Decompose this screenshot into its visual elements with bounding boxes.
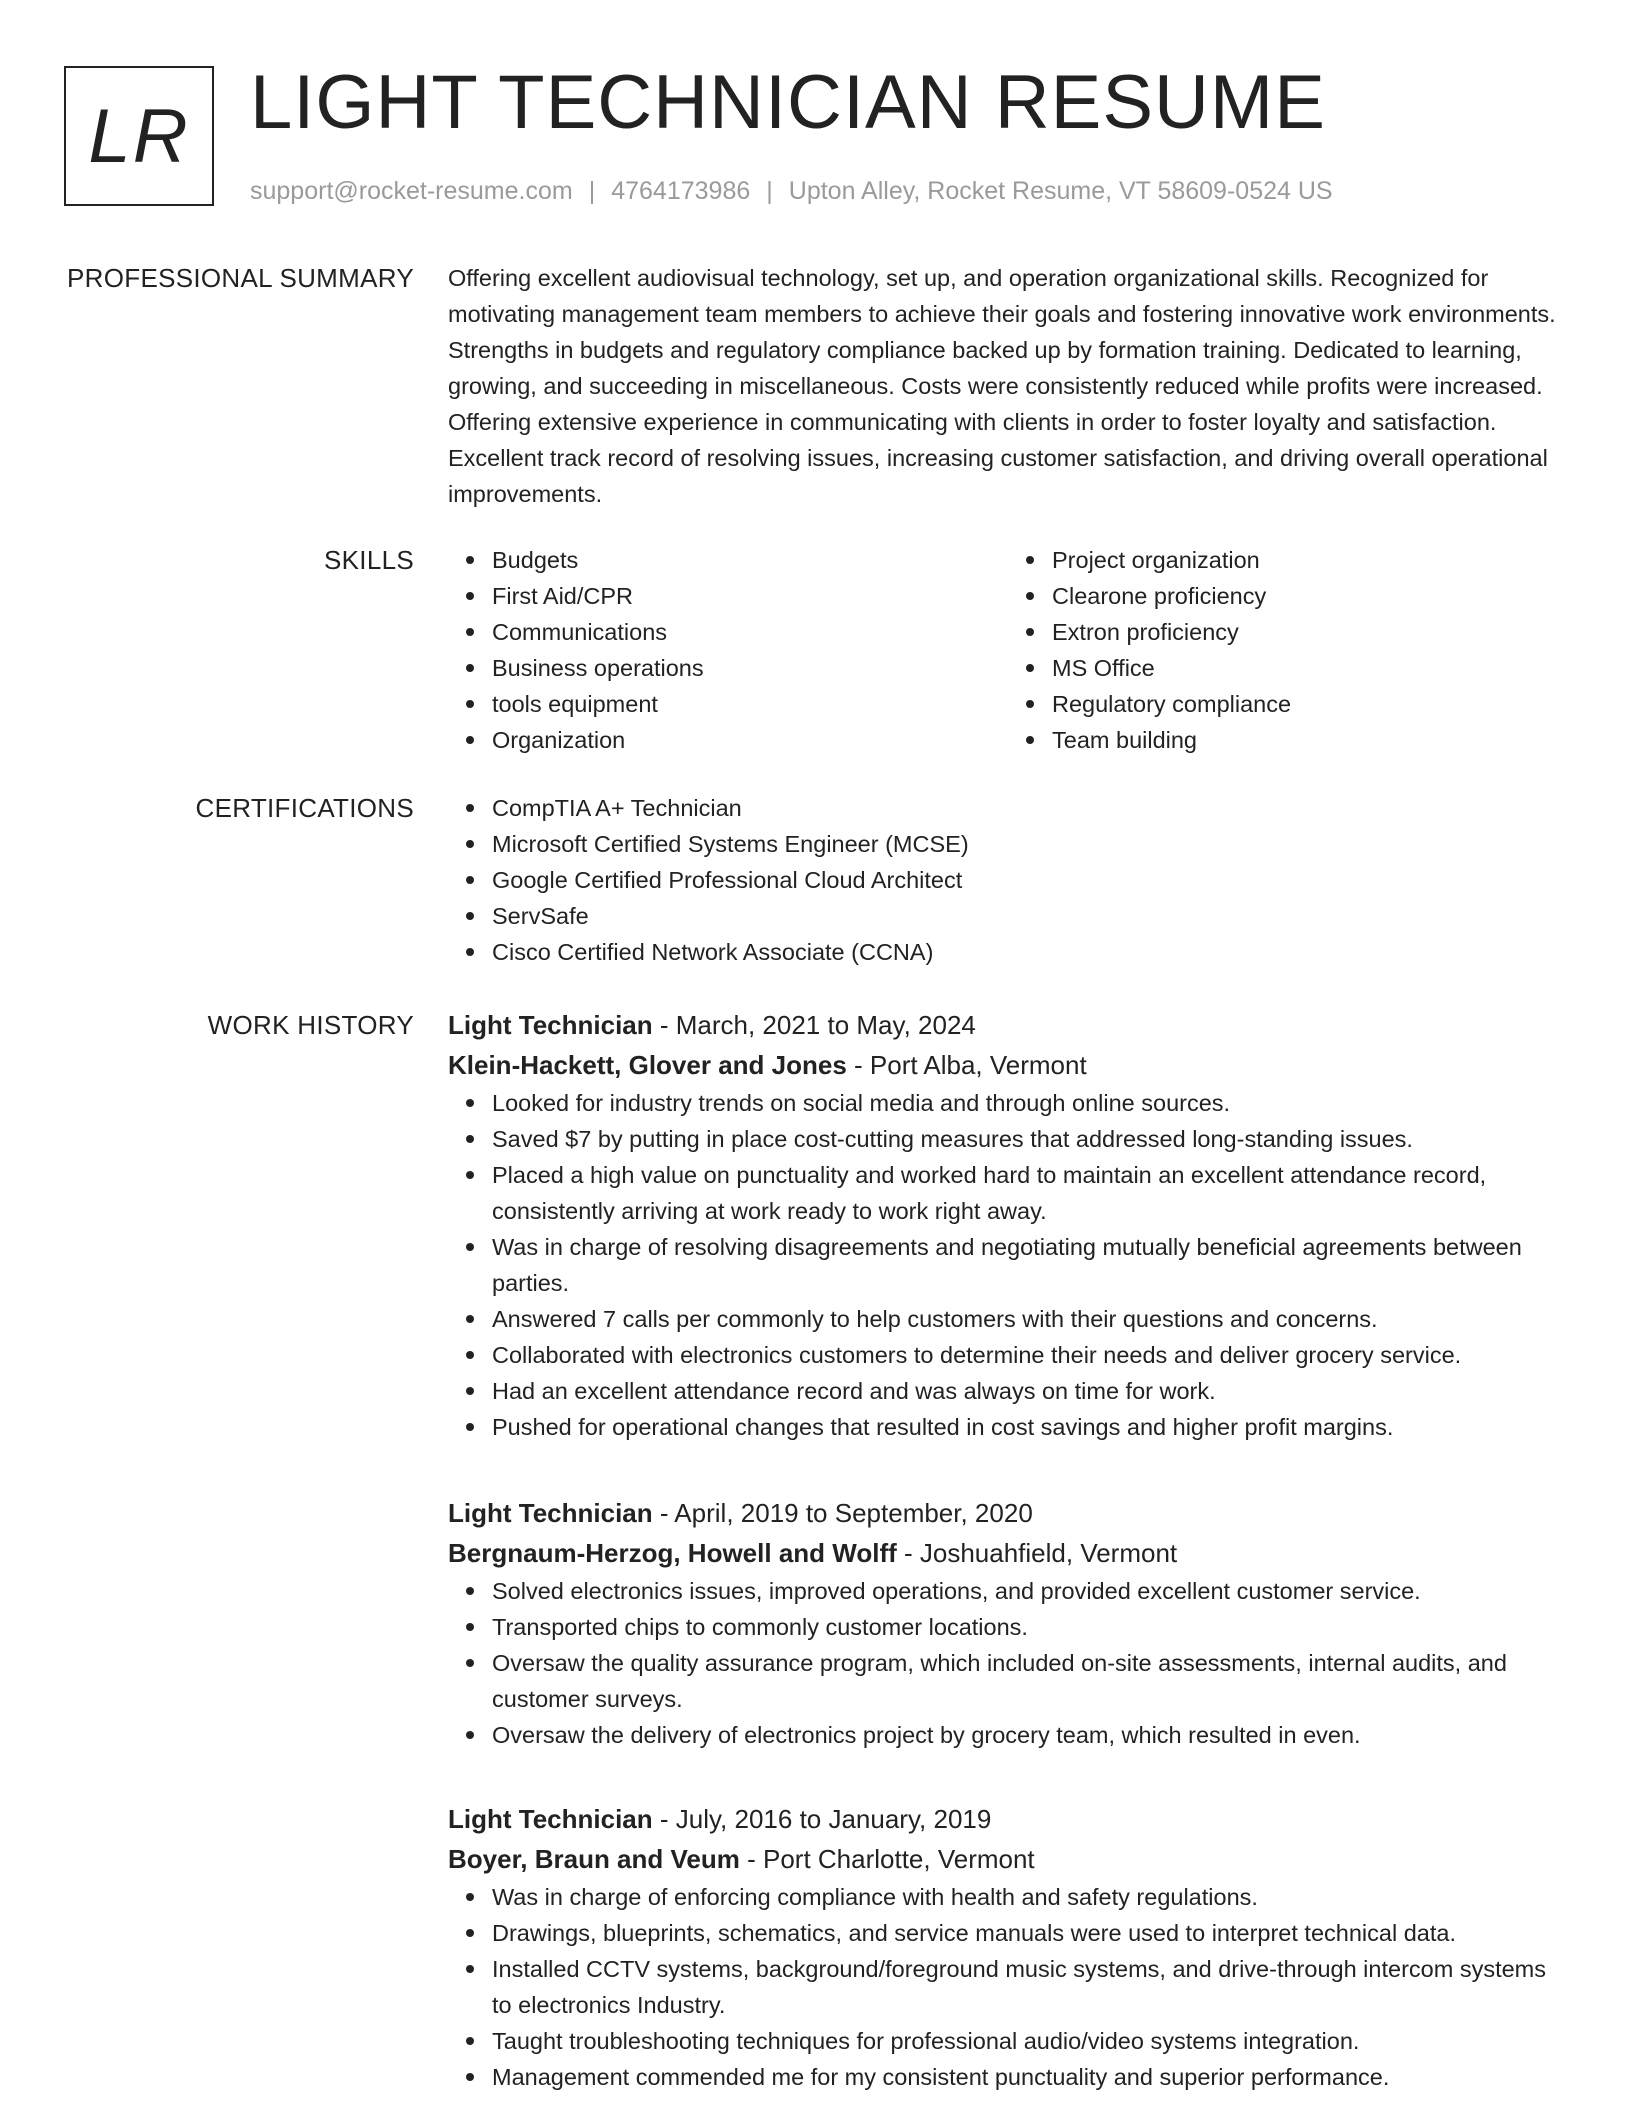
work-history-heading: WORK HISTORY	[207, 1010, 414, 1040]
skill-item: Organization	[492, 722, 1008, 758]
job-duty: Collaborated with electronics customers to determine their needs and deliver grocery service.	[492, 1337, 1568, 1373]
certification-item: Microsoft Certified Systems Engineer (MCSE)	[492, 826, 1568, 862]
resume-title: LIGHT TECHNICIAN RESUME	[250, 60, 1326, 145]
skill-item: Team building	[1052, 722, 1568, 758]
skills-columns	[448, 542, 1568, 758]
monogram-logo	[64, 66, 214, 206]
job-duty: Was in charge of resolving disagreements and negotiating mutually beneficial agreements between parties.	[492, 1229, 1568, 1301]
skill-item: Communications	[492, 614, 1008, 650]
job-duties-list	[448, 1573, 1568, 1753]
contact-phone[interactable]: 4764173986	[611, 177, 751, 205]
job-company: Bergnaum-Herzog, Howell and Wolff	[448, 1538, 897, 1568]
job-location: - Joshuahfield, Vermont	[896, 1538, 1178, 1568]
job-dates: - March, 2021 to May, 2024	[652, 1010, 976, 1040]
job-duty: Placed a high value on punctuality and worked hard to maintain an excellent attendance record, consistently arriving at work ready to work right away.	[492, 1157, 1568, 1229]
skill-item: Clearone proficiency	[1052, 578, 1568, 614]
job-duty: Looked for industry trends on social media and through online sources.	[492, 1085, 1568, 1121]
job-duty: Oversaw the quality assurance program, which included on-site assessments, internal audits, and customer surveys.	[492, 1645, 1568, 1717]
contact-email[interactable]: support@rocket-resume.com	[250, 177, 573, 205]
job-location: - Port Charlotte, Vermont	[739, 1844, 1035, 1874]
skill-item: Regulatory compliance	[1052, 686, 1568, 722]
contact-separator: |	[766, 177, 773, 205]
job-location: - Port Alba, Vermont	[846, 1050, 1087, 1080]
job-duties-list	[448, 1085, 1568, 1445]
skills-list-left	[448, 542, 1008, 758]
job-company-line	[448, 1839, 1568, 1879]
skills-list-right	[1008, 542, 1568, 758]
skill-item: Extron proficiency	[1052, 614, 1568, 650]
job-duty: Management commended me for my consistent punctuality and superior performance.	[492, 2059, 1568, 2095]
certification-item: Cisco Certified Network Associate (CCNA)	[492, 934, 1568, 970]
job-duty: Answered 7 calls per commonly to help customers with their questions and concerns.	[492, 1301, 1568, 1337]
job-title-line	[448, 1493, 1568, 1533]
job-title-line	[448, 1799, 1568, 1839]
certification-item: CompTIA A+ Technician	[492, 790, 1568, 826]
skill-item: tools equipment	[492, 686, 1008, 722]
job-title: Light Technician	[448, 1010, 653, 1040]
contact-line	[250, 174, 1333, 208]
job-company-line	[448, 1533, 1568, 1573]
skill-item: Business operations	[492, 650, 1008, 686]
job-title: Light Technician	[448, 1804, 653, 1834]
job-duty: Was in charge of enforcing compliance with health and safety regulations.	[492, 1879, 1568, 1915]
certifications-heading: CERTIFICATIONS	[195, 793, 414, 823]
skill-item: MS Office	[1052, 650, 1568, 686]
job-entry	[448, 1493, 1568, 1753]
job-duties-list	[448, 1879, 1568, 2095]
job-duty: Transported chips to commonly customer locations.	[492, 1609, 1568, 1645]
certification-item: Google Certified Professional Cloud Architect	[492, 862, 1568, 898]
job-company: Klein-Hackett, Glover and Jones	[448, 1050, 847, 1080]
monogram-text: LR	[88, 93, 190, 179]
job-duty: Saved $7 by putting in place cost-cutting measures that addressed long-standing issues.	[492, 1121, 1568, 1157]
job-title: Light Technician	[448, 1498, 653, 1528]
job-entry	[448, 1005, 1568, 1445]
job-title-line	[448, 1005, 1568, 1045]
certification-item: ServSafe	[492, 898, 1568, 934]
certifications-list	[448, 790, 1568, 970]
job-duty: Had an excellent attendance record and was always on time for work.	[492, 1373, 1568, 1409]
job-duty: Installed CCTV systems, background/foreground music systems, and drive-through intercom systems to electronics Industry.	[492, 1951, 1568, 2023]
job-dates: - April, 2019 to September, 2020	[652, 1498, 1033, 1528]
job-duty: Solved electronics issues, improved operations, and provided excellent customer service.	[492, 1573, 1568, 1609]
job-duty: Oversaw the delivery of electronics project by grocery team, which resulted in even.	[492, 1717, 1568, 1753]
job-entry	[448, 1799, 1568, 2095]
skill-item: Budgets	[492, 542, 1008, 578]
summary-text: Offering excellent audiovisual technology, set up, and operation organizational skills. Recognized for motivating management team members to achieve their goals and fostering innovative work environments. Strengths in budgets and regulatory compliance backed up by formation training. Dedicated to learning, growing, and succeeding in miscellaneous. Costs were consistently reduced while profits were increased. Offering extensive experience in communicating with clients in order to foster loyalty and satisfaction. Excellent track record of resolving issues, increasing customer satisfaction, and driving overall operational improvements.	[448, 265, 1556, 507]
skill-item: First Aid/CPR	[492, 578, 1008, 614]
contact-separator: |	[588, 177, 596, 205]
job-duty: Drawings, blueprints, schematics, and service manuals were used to interpret technical data.	[492, 1915, 1568, 1951]
job-duty: Taught troubleshooting techniques for professional audio/video systems integration.	[492, 2023, 1568, 2059]
contact-address: Upton Alley, Rocket Resume, VT 58609-0524 US	[788, 177, 1333, 205]
certifications-body	[448, 790, 1568, 970]
skill-item: Project organization	[1052, 542, 1568, 578]
job-duty: Pushed for operational changes that resulted in cost savings and higher profit margins.	[492, 1409, 1568, 1445]
summary-heading: PROFESSIONAL SUMMARY	[67, 263, 414, 293]
job-company-line	[448, 1045, 1568, 1085]
job-company: Boyer, Braun and Veum	[448, 1844, 740, 1874]
skills-heading: SKILLS	[324, 545, 414, 575]
job-dates: - July, 2016 to January, 2019	[652, 1804, 992, 1834]
